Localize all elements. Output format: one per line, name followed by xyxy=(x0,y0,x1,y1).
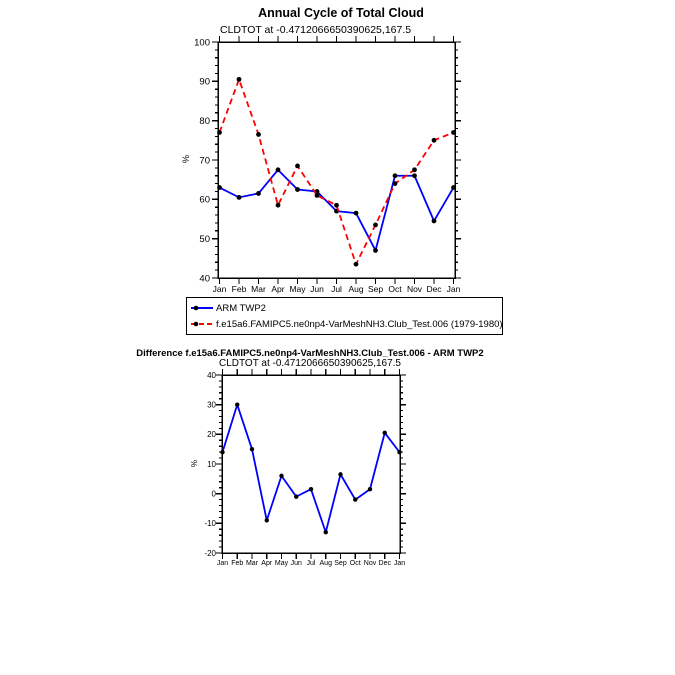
bottom-chart-x-tick-label: Dec xyxy=(378,560,391,567)
bottom-chart-x-tick-label: May xyxy=(274,560,289,567)
bottom-chart-y-tick-label: 30 xyxy=(207,400,216,410)
top-chart-x-tick-label: Nov xyxy=(406,284,423,294)
bottom-chart-y-tick-label: 0 xyxy=(211,489,216,499)
top-chart-frame xyxy=(218,42,455,278)
legend xyxy=(186,297,503,335)
legend-marker-icon xyxy=(194,322,199,327)
bottom-chart xyxy=(204,369,406,567)
top-chart-y-tick-label: 40 xyxy=(199,273,210,285)
top-chart-x-tick-label: Jan xyxy=(446,284,461,294)
top-chart-subtitle: CLDTOT at -0.4712066650390625,167.5 xyxy=(220,24,412,36)
bottom-chart-x-tick-label: Mar xyxy=(245,560,259,567)
bottom-chart-series-0-markers xyxy=(220,402,401,534)
bottom-chart-x-tick-label: Aug xyxy=(319,560,332,567)
bottom-chart-title: Difference f.e15a6.FAMIPC5.ne0np4-VarMeshNH3.Club_Test.006 - ARM TWP2 xyxy=(136,348,484,359)
top-chart-tick-labels xyxy=(194,37,460,294)
bottom-chart-y-tick-label: -20 xyxy=(204,548,216,558)
top-chart-y-tick-label: 90 xyxy=(199,76,210,88)
top-chart-y-tick-label: 100 xyxy=(194,37,210,49)
top-chart-y-tick-label: 70 xyxy=(199,155,210,167)
top-chart-series-0-markers xyxy=(217,167,456,252)
top-chart xyxy=(194,36,461,294)
bottom-chart-y-axis-label: % xyxy=(190,459,200,468)
top-chart-y-tick-label: 80 xyxy=(199,115,210,127)
top-chart-y-tick-label: 50 xyxy=(199,233,210,245)
bottom-chart-series-0-line xyxy=(223,405,400,533)
top-chart-y-tick-label: 60 xyxy=(199,194,210,206)
bottom-chart-y-tick-label: 20 xyxy=(207,430,216,440)
bottom-chart-x-tick-label: Oct xyxy=(349,560,361,567)
bottom-chart-y-tick-label: -10 xyxy=(204,519,216,529)
top-chart-series-1-line xyxy=(220,79,454,264)
top-chart-series-1-markers xyxy=(217,77,456,267)
legend-swatch-obs xyxy=(190,302,214,314)
top-chart-x-tick-label: Apr xyxy=(271,284,285,294)
bottom-chart-x-tick-label: Sep xyxy=(334,560,347,567)
top-chart-x-tick-label: Sep xyxy=(367,284,384,294)
legend-label-obs: ARM TWP2 xyxy=(216,302,266,314)
bottom-chart-x-tick-label: Nov xyxy=(363,560,377,567)
top-chart-x-tick-label: Jul xyxy=(331,284,342,294)
bottom-chart-x-tick-label: Jun xyxy=(290,560,302,567)
top-chart-title: Annual Cycle of Total Cloud xyxy=(258,6,424,20)
top-chart-y-axis-label: % xyxy=(181,154,192,164)
legend-row-model xyxy=(190,316,503,332)
legend-label-model: f.e15a6.FAMIPC5.ne0np4-VarMeshNH3.Club_Test.006 (1979-1980) xyxy=(216,318,503,330)
top-chart-x-tick-label: Jan xyxy=(212,284,227,294)
bottom-chart-y-tick-label: 40 xyxy=(207,370,216,380)
bottom-chart-x-tick-label: Jan xyxy=(393,560,406,567)
bottom-chart-frame xyxy=(222,375,400,553)
bottom-chart-x-tick-label: Apr xyxy=(261,560,273,567)
top-chart-x-tick-label: May xyxy=(289,284,306,294)
bottom-chart-x-tick-label: Jul xyxy=(306,560,316,567)
bottom-chart-subtitle: CLDTOT at -0.4712066650390625,167.5 xyxy=(219,358,401,369)
legend-swatch-model xyxy=(190,318,214,330)
legend-marker-icon xyxy=(194,306,199,311)
bottom-chart-x-tick-label: Jan xyxy=(216,560,229,567)
legend-row-obs xyxy=(190,300,500,316)
bottom-chart-y-tick-label: 10 xyxy=(207,459,216,469)
top-chart-x-tick-label: Aug xyxy=(348,284,364,294)
top-chart-x-tick-label: Oct xyxy=(388,284,402,294)
top-chart-x-tick-label: Dec xyxy=(426,284,442,294)
top-chart-x-tick-label: Mar xyxy=(251,284,266,294)
bottom-chart-x-tick-label: Feb xyxy=(231,560,244,567)
top-chart-ticks xyxy=(212,36,461,284)
top-chart-x-tick-label: Feb xyxy=(231,284,247,294)
top-chart-x-tick-label: Jun xyxy=(310,284,324,294)
